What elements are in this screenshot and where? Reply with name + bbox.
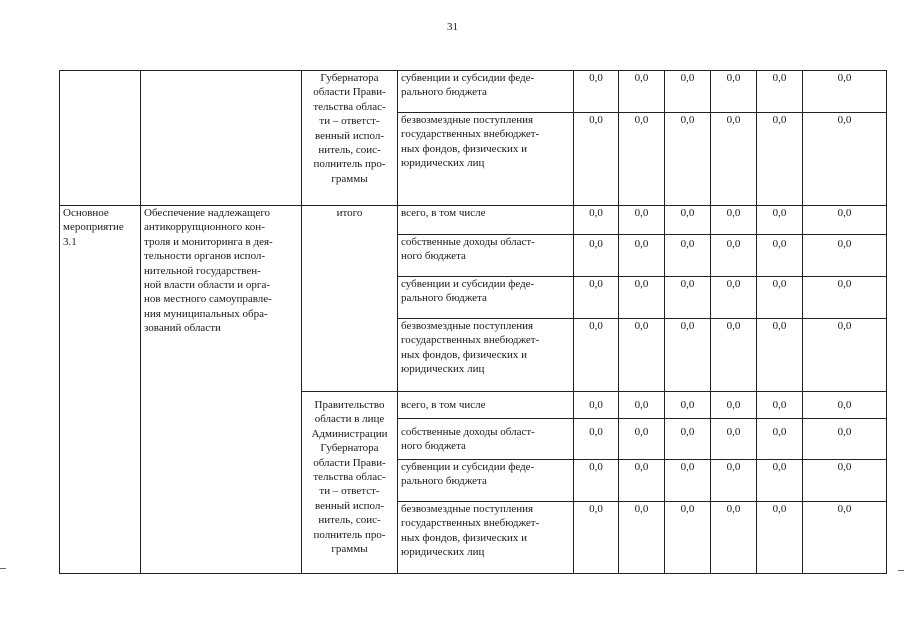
executor-cell: Губернатора области Прави- тельства облас- ти – ответст- венный испол- нитель, соис- полнитель про- граммы (302, 71, 398, 206)
funding-source-cell: всего, в том числе (398, 206, 574, 235)
value-cell: 0,0 (665, 392, 711, 419)
value-cell: 0,0 (619, 460, 665, 502)
value-cell: 0,0 (619, 419, 665, 460)
value-cell: 0,0 (757, 206, 803, 235)
value-cell: 0,0 (574, 206, 619, 235)
value-cell: 0,0 (574, 277, 619, 319)
budget-table (59, 70, 887, 574)
value-cell: 0,0 (757, 419, 803, 460)
executor-cell: итого (302, 206, 398, 392)
value-cell: 0,0 (665, 113, 711, 206)
value-cell: 0,0 (803, 392, 887, 419)
value-cell: 0,0 (619, 113, 665, 206)
funding-source-cell: субвенции и субсидии феде- рального бюджета (398, 460, 574, 502)
page-number: 31 (447, 21, 458, 33)
value-cell: 0,0 (665, 277, 711, 319)
value-cell: 0,0 (619, 277, 665, 319)
value-cell: 0,0 (619, 71, 665, 113)
value-cell: 0,0 (757, 460, 803, 502)
value-cell: 0,0 (711, 419, 757, 460)
funding-source-cell: собственные доходы област- ного бюджета (398, 235, 574, 277)
value-cell: 0,0 (619, 502, 665, 574)
value-cell: 0,0 (711, 319, 757, 392)
value-cell: 0,0 (711, 71, 757, 113)
table-row (60, 71, 887, 113)
value-cell: 0,0 (619, 235, 665, 277)
value-cell: 0,0 (803, 277, 887, 319)
funding-source-cell: безвозмездные поступления государственных внебюджет- ных фондов, физических и юридических лиц (398, 113, 574, 206)
value-cell: 0,0 (665, 319, 711, 392)
value-cell: 0,0 (574, 235, 619, 277)
value-cell: 0,0 (757, 113, 803, 206)
value-cell: 0,0 (665, 460, 711, 502)
value-cell: 0,0 (711, 392, 757, 419)
value-cell: 0,0 (665, 502, 711, 574)
value-cell: 0,0 (803, 319, 887, 392)
funding-source-cell: безвозмездные поступления государственных внебюджет- ных фондов, физических и юридических лиц (398, 319, 574, 392)
funding-source-cell: безвозмездные поступления государственных внебюджет- ных фондов, физических и юридических лиц (398, 502, 574, 574)
value-cell: 0,0 (757, 277, 803, 319)
value-cell: 0,0 (803, 502, 887, 574)
value-cell: 0,0 (757, 71, 803, 113)
value-cell: 0,0 (757, 319, 803, 392)
funding-source-cell: собственные доходы област- ного бюджета (398, 419, 574, 460)
activity-cell: Основное мероприятие 3.1 (60, 206, 141, 574)
description-cell (141, 71, 302, 206)
value-cell: 0,0 (574, 502, 619, 574)
value-cell: 0,0 (711, 277, 757, 319)
value-cell: 0,0 (711, 235, 757, 277)
value-cell: 0,0 (803, 235, 887, 277)
funding-source-cell: всего, в том числе (398, 392, 574, 419)
value-cell: 0,0 (574, 113, 619, 206)
funding-source-cell: субвенции и субсидии феде- рального бюджета (398, 71, 574, 113)
value-cell: 0,0 (665, 419, 711, 460)
description-cell: Обеспечение надлежащего антикоррупционного кон- троля и мониторинга в дея- тельности органов испол- нительной государствен- ной власти области и орга- нов местного самоуправле- ния муниципальных обра- зований области (141, 206, 302, 574)
activity-cell (60, 71, 141, 206)
value-cell: 0,0 (665, 206, 711, 235)
value-cell: 0,0 (665, 235, 711, 277)
value-cell: 0,0 (711, 206, 757, 235)
value-cell: 0,0 (803, 113, 887, 206)
value-cell: 0,0 (574, 419, 619, 460)
value-cell: 0,0 (574, 392, 619, 419)
value-cell: 0,0 (574, 460, 619, 502)
value-cell: 0,0 (803, 206, 887, 235)
value-cell: 0,0 (757, 392, 803, 419)
value-cell: 0,0 (665, 71, 711, 113)
value-cell: 0,0 (711, 113, 757, 206)
value-cell: 0,0 (803, 71, 887, 113)
executor-cell: Правительство области в лице Администрации Губернатора области Прави- тельства облас- ти – ответст- венный испол- нитель, соис- полнитель про- граммы (302, 392, 398, 574)
value-cell: 0,0 (757, 235, 803, 277)
scan-edge-mark (898, 570, 904, 571)
scan-edge-mark (0, 568, 6, 569)
funding-source-cell: субвенции и субсидии феде- рального бюджета (398, 277, 574, 319)
table-row (60, 206, 887, 235)
value-cell: 0,0 (619, 206, 665, 235)
value-cell: 0,0 (711, 502, 757, 574)
value-cell: 0,0 (574, 71, 619, 113)
value-cell: 0,0 (757, 502, 803, 574)
value-cell: 0,0 (619, 392, 665, 419)
value-cell: 0,0 (711, 460, 757, 502)
value-cell: 0,0 (803, 419, 887, 460)
value-cell: 0,0 (574, 319, 619, 392)
value-cell: 0,0 (619, 319, 665, 392)
value-cell: 0,0 (803, 460, 887, 502)
